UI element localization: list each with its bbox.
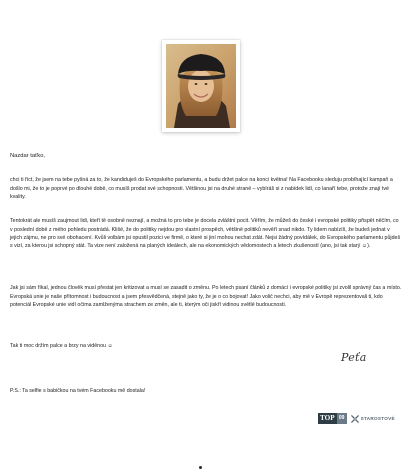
letter-paragraph-3: Jak jsi sám říkal, jednou člověk musí přestat jen kritizovat a musí se zasadit o změnu. Po letech psaní článků z domácí i evropské politiky jsi zvolil správný čas a místo. Evropská unie je naše přítomnost i budoucnost a jsem přesvědčená, stejně jako ty, že je o co bojovat! Jako volič nechci, aby mě v Evropě reprezentovali ti, kdo potenciál Evropské unie vidí očima zamlženýma strachem ze změn, ale ti, kterým oči jiskří vidinou světlé budoucnosti. [10, 285, 402, 308]
starostove-logo-icon [351, 415, 359, 423]
footer-logos [318, 413, 395, 424]
top09-logo [318, 413, 347, 424]
top09-logo-text: TOP [320, 414, 335, 422]
starostove-logo [351, 415, 395, 423]
top09-logo-badge: 09 [337, 413, 347, 424]
letter-paragraph-1: chci ti říct, že jsem na tebe pyšná za to, že kandiduješ do Evropského parlamentu, a budu držet palce na konci května! Na Facebooku sleduju probíhající kampaň a došlo mi, že to je poprvé po dlouhé době, co musíš prodat své schopnosti. Většinou jsi na druhé straně – vybíráš si z nabídek lidí, co lanaří tebe, protože znají tvé kvality. [10, 177, 393, 200]
letter-paragraph-2: Tentokrát ale musíš zaujmout lidi, kteří tě osobně neznají, a možná to pro tebe je docela zvláštní pocit. Věřím, že můžeš do české i evropské politiky přispět něčím, co v poslední době z mého pohledu postrádá. Klišé, že do politiky nejdou pro vlastní prospěch, většině politiků nevěří snad nikdo. Ty lidem nabízíš, že budeš jednat v jejich zájmu, ne pro své obohacení. Kvůli volbám jsi opustil pozici ve firmě, o které si jiní mohou nechat zdát. Nejsi žádný povídálek, do Evropského parlamentu půjdeš s vizí, za kterou jsi schopný stát. Ta vize není založená na planých ideálech, ale na ekonomických vědomostech a letech zkušeností (ano, jsi tak starý ☺). [10, 218, 401, 250]
portrait-photo [162, 40, 240, 132]
postscript: P.S.: Ta selfie s babičkou na tvém Facebooku mě dostala! [10, 388, 146, 395]
signature: Peťa [341, 351, 367, 364]
starostove-logo-text: STAROSTOVÉ [360, 416, 395, 421]
letter-closing: Tak ti moc držím palce a brzy na viděnou ☺ [10, 343, 113, 350]
portrait-photo-icon [166, 44, 236, 128]
page-indicator-dot [199, 466, 202, 469]
letter-greeting: Nazdar taťko, [10, 153, 46, 159]
